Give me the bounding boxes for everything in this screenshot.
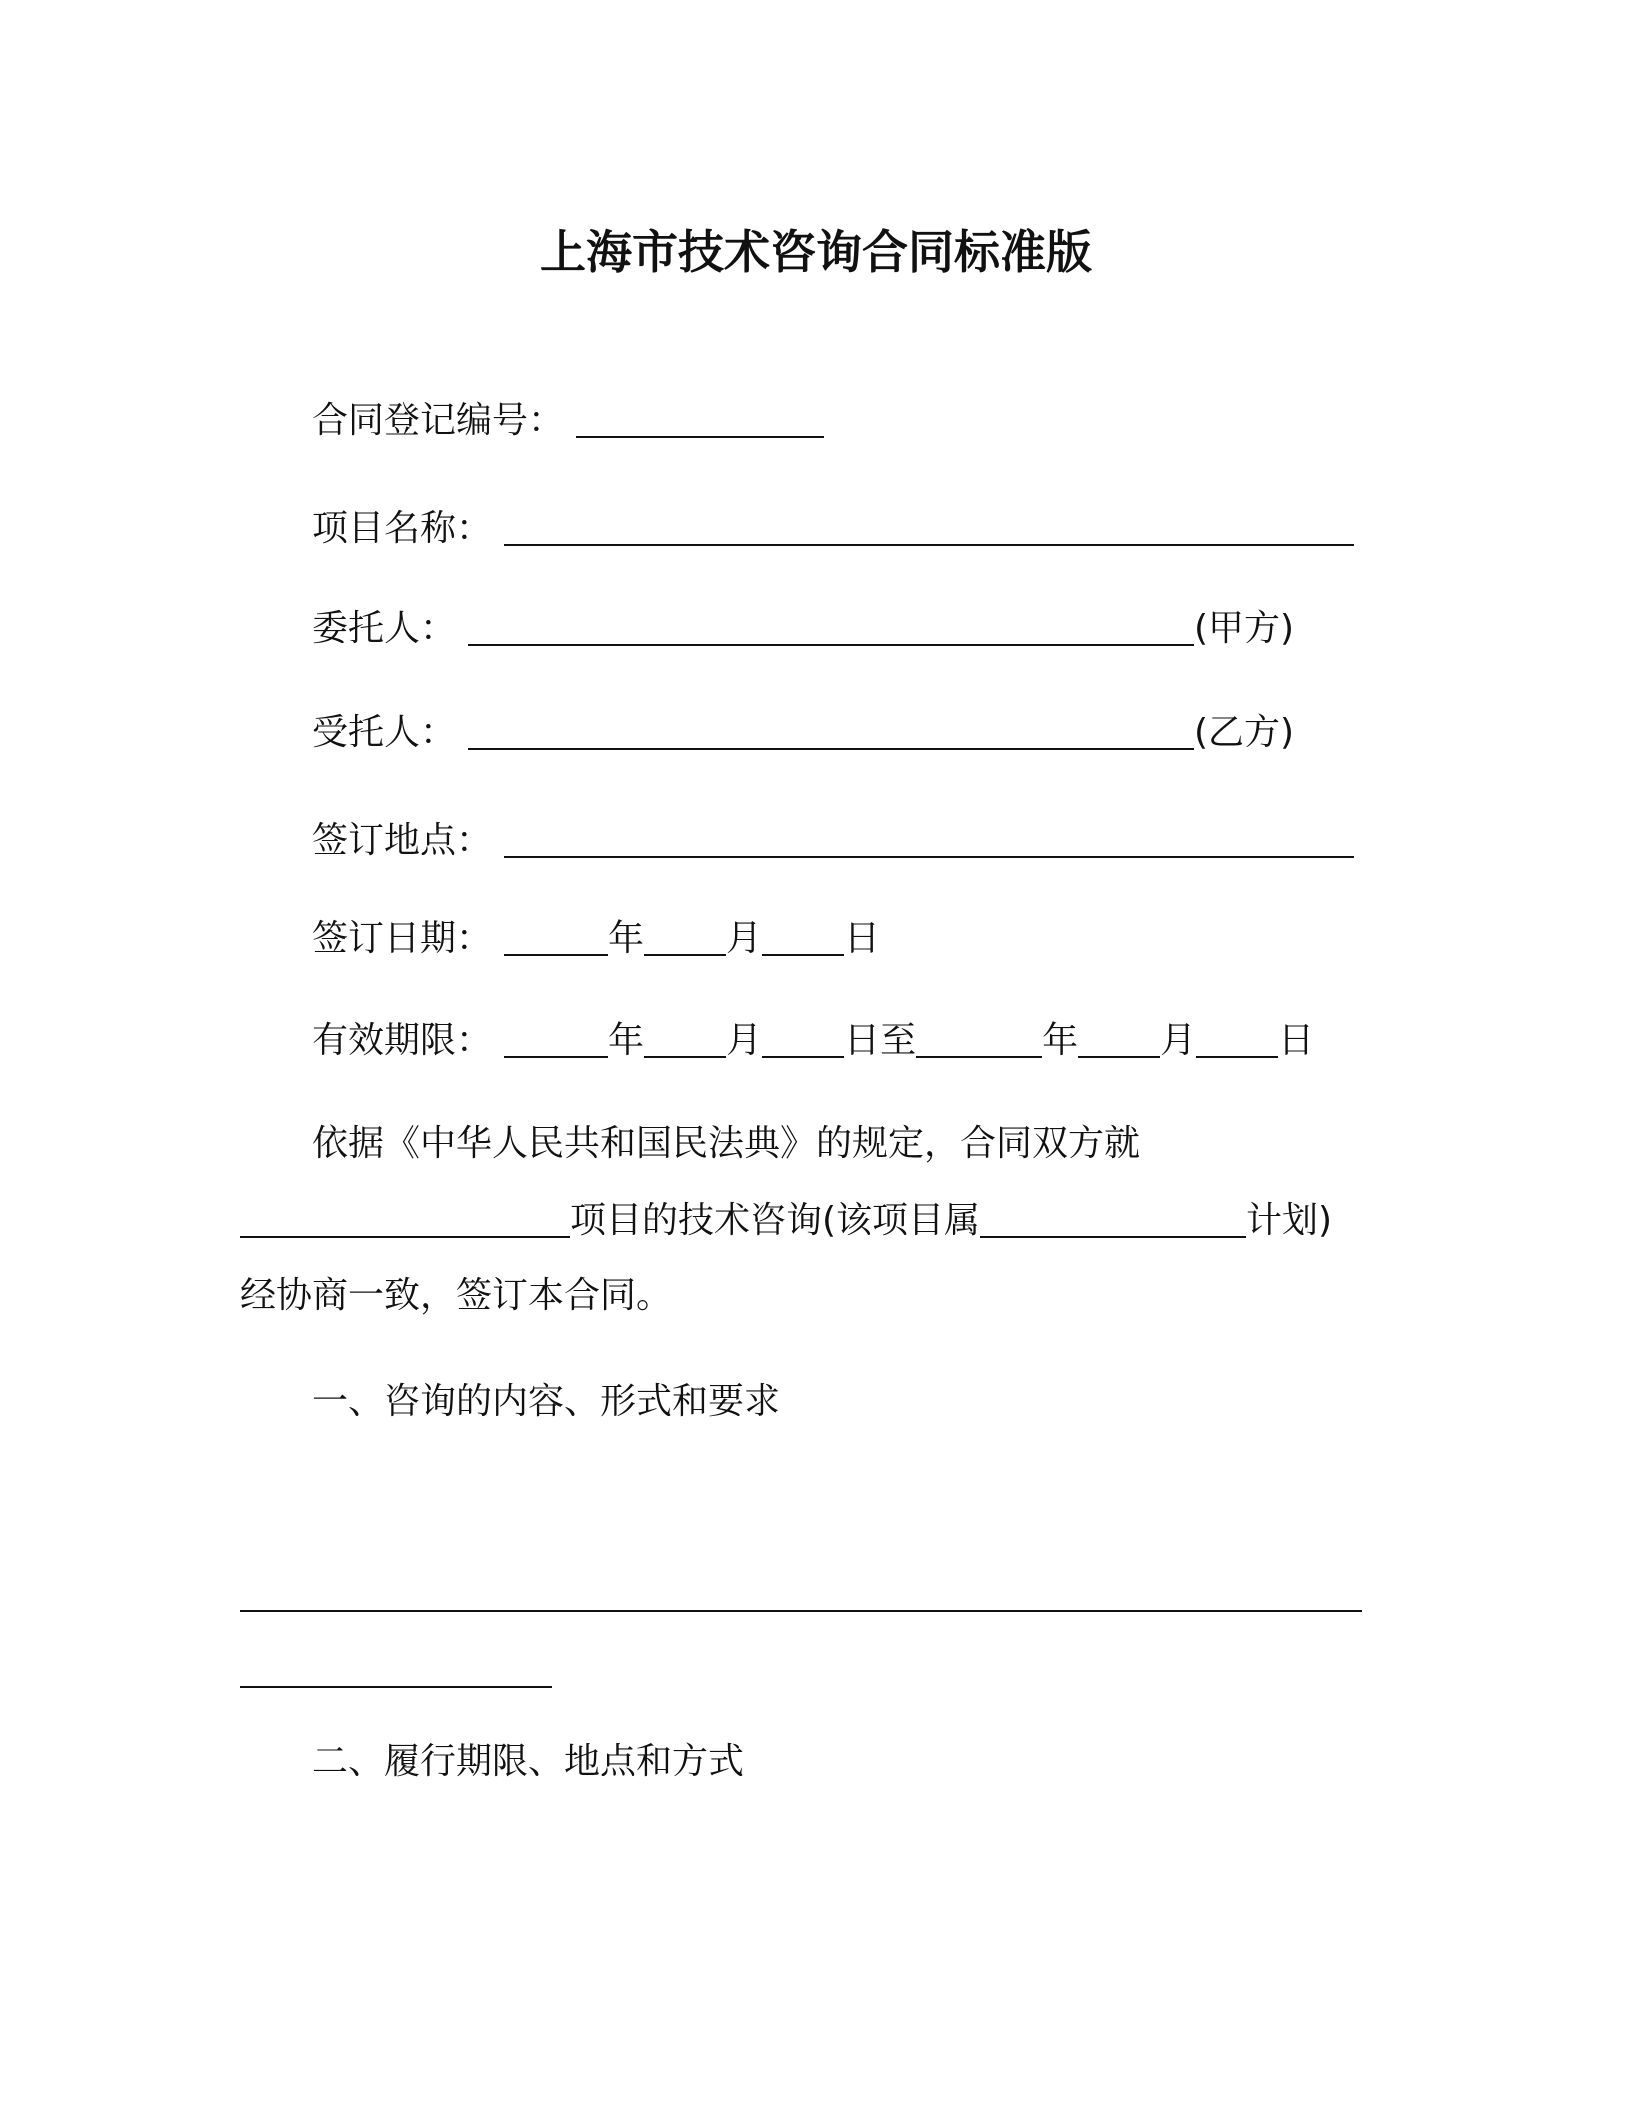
client-row [312,604,1294,653]
validity-end-month-unit: 月 [1160,1020,1197,1061]
project-name-blank[interactable] [504,510,1354,546]
sign-date-month-blank[interactable] [644,920,726,956]
client-suffix: (甲方) [1194,608,1295,649]
contractor-suffix: (乙方) [1194,712,1295,753]
sign-date-row [312,914,880,963]
contractor-label: 受托人： [312,712,457,753]
preamble-line-2 [240,1196,1332,1245]
contractor-blank[interactable] [468,714,1194,750]
preamble-line-1: 依据《中华人民共和国民法典》的规定，合同双方就 [312,1123,1141,1164]
sign-place-label: 签订地点： [312,820,493,861]
sign-date-day-blank[interactable] [762,920,844,956]
validity-end-year-unit: 年 [1042,1020,1079,1061]
preamble-plan-blank[interactable] [980,1202,1246,1238]
sign-date-month-unit: 月 [726,918,763,959]
validity-start-month-unit: 月 [726,1020,763,1061]
registration-no-row [312,396,824,445]
validity-start-year-blank[interactable] [504,1022,608,1058]
validity-end-day-unit: 日 [1278,1020,1315,1061]
section-1-fill-line-1[interactable] [240,1610,1362,1612]
registration-no-blank[interactable] [576,402,824,438]
validity-end-year-blank[interactable] [916,1022,1042,1058]
sign-date-year-unit: 年 [608,918,645,959]
section-2-heading: 二、履行期限、地点和方式 [312,1741,745,1782]
preamble-line-3: 经协商一致，签订本合同。 [240,1275,673,1316]
sign-place-blank[interactable] [504,822,1354,858]
validity-label: 有效期限： [312,1020,493,1061]
section-1-fill-line-2[interactable] [240,1686,552,1688]
sign-date-year-blank[interactable] [504,920,608,956]
validity-end-day-blank[interactable] [1196,1022,1278,1058]
validity-row [312,1016,1314,1065]
project-name-row [312,504,1354,553]
client-label: 委托人： [312,608,457,649]
preamble-line-2-end: 计划) [1246,1200,1333,1241]
preamble-line-2-mid: 项目的技术咨询(该项目属 [570,1200,981,1241]
validity-start-month-blank[interactable] [644,1022,726,1058]
document-title: 上海市技术咨询合同标准版 [540,225,1092,279]
validity-start-day-unit: 日 [844,1020,881,1061]
validity-start-year-unit: 年 [608,1020,645,1061]
sign-date-day-unit: 日 [844,918,881,959]
sign-place-row [312,816,1354,865]
sign-date-label: 签订日期： [312,918,493,959]
validity-start-day-blank[interactable] [762,1022,844,1058]
contractor-row [312,708,1294,757]
project-name-label: 项目名称： [312,508,493,549]
preamble-project-blank[interactable] [240,1202,570,1238]
validity-end-month-blank[interactable] [1078,1022,1160,1058]
client-blank[interactable] [468,610,1194,646]
section-1-heading: 一、咨询的内容、形式和要求 [312,1381,781,1422]
registration-no-label: 合同登记编号： [312,400,565,441]
validity-to: 至 [880,1020,917,1061]
